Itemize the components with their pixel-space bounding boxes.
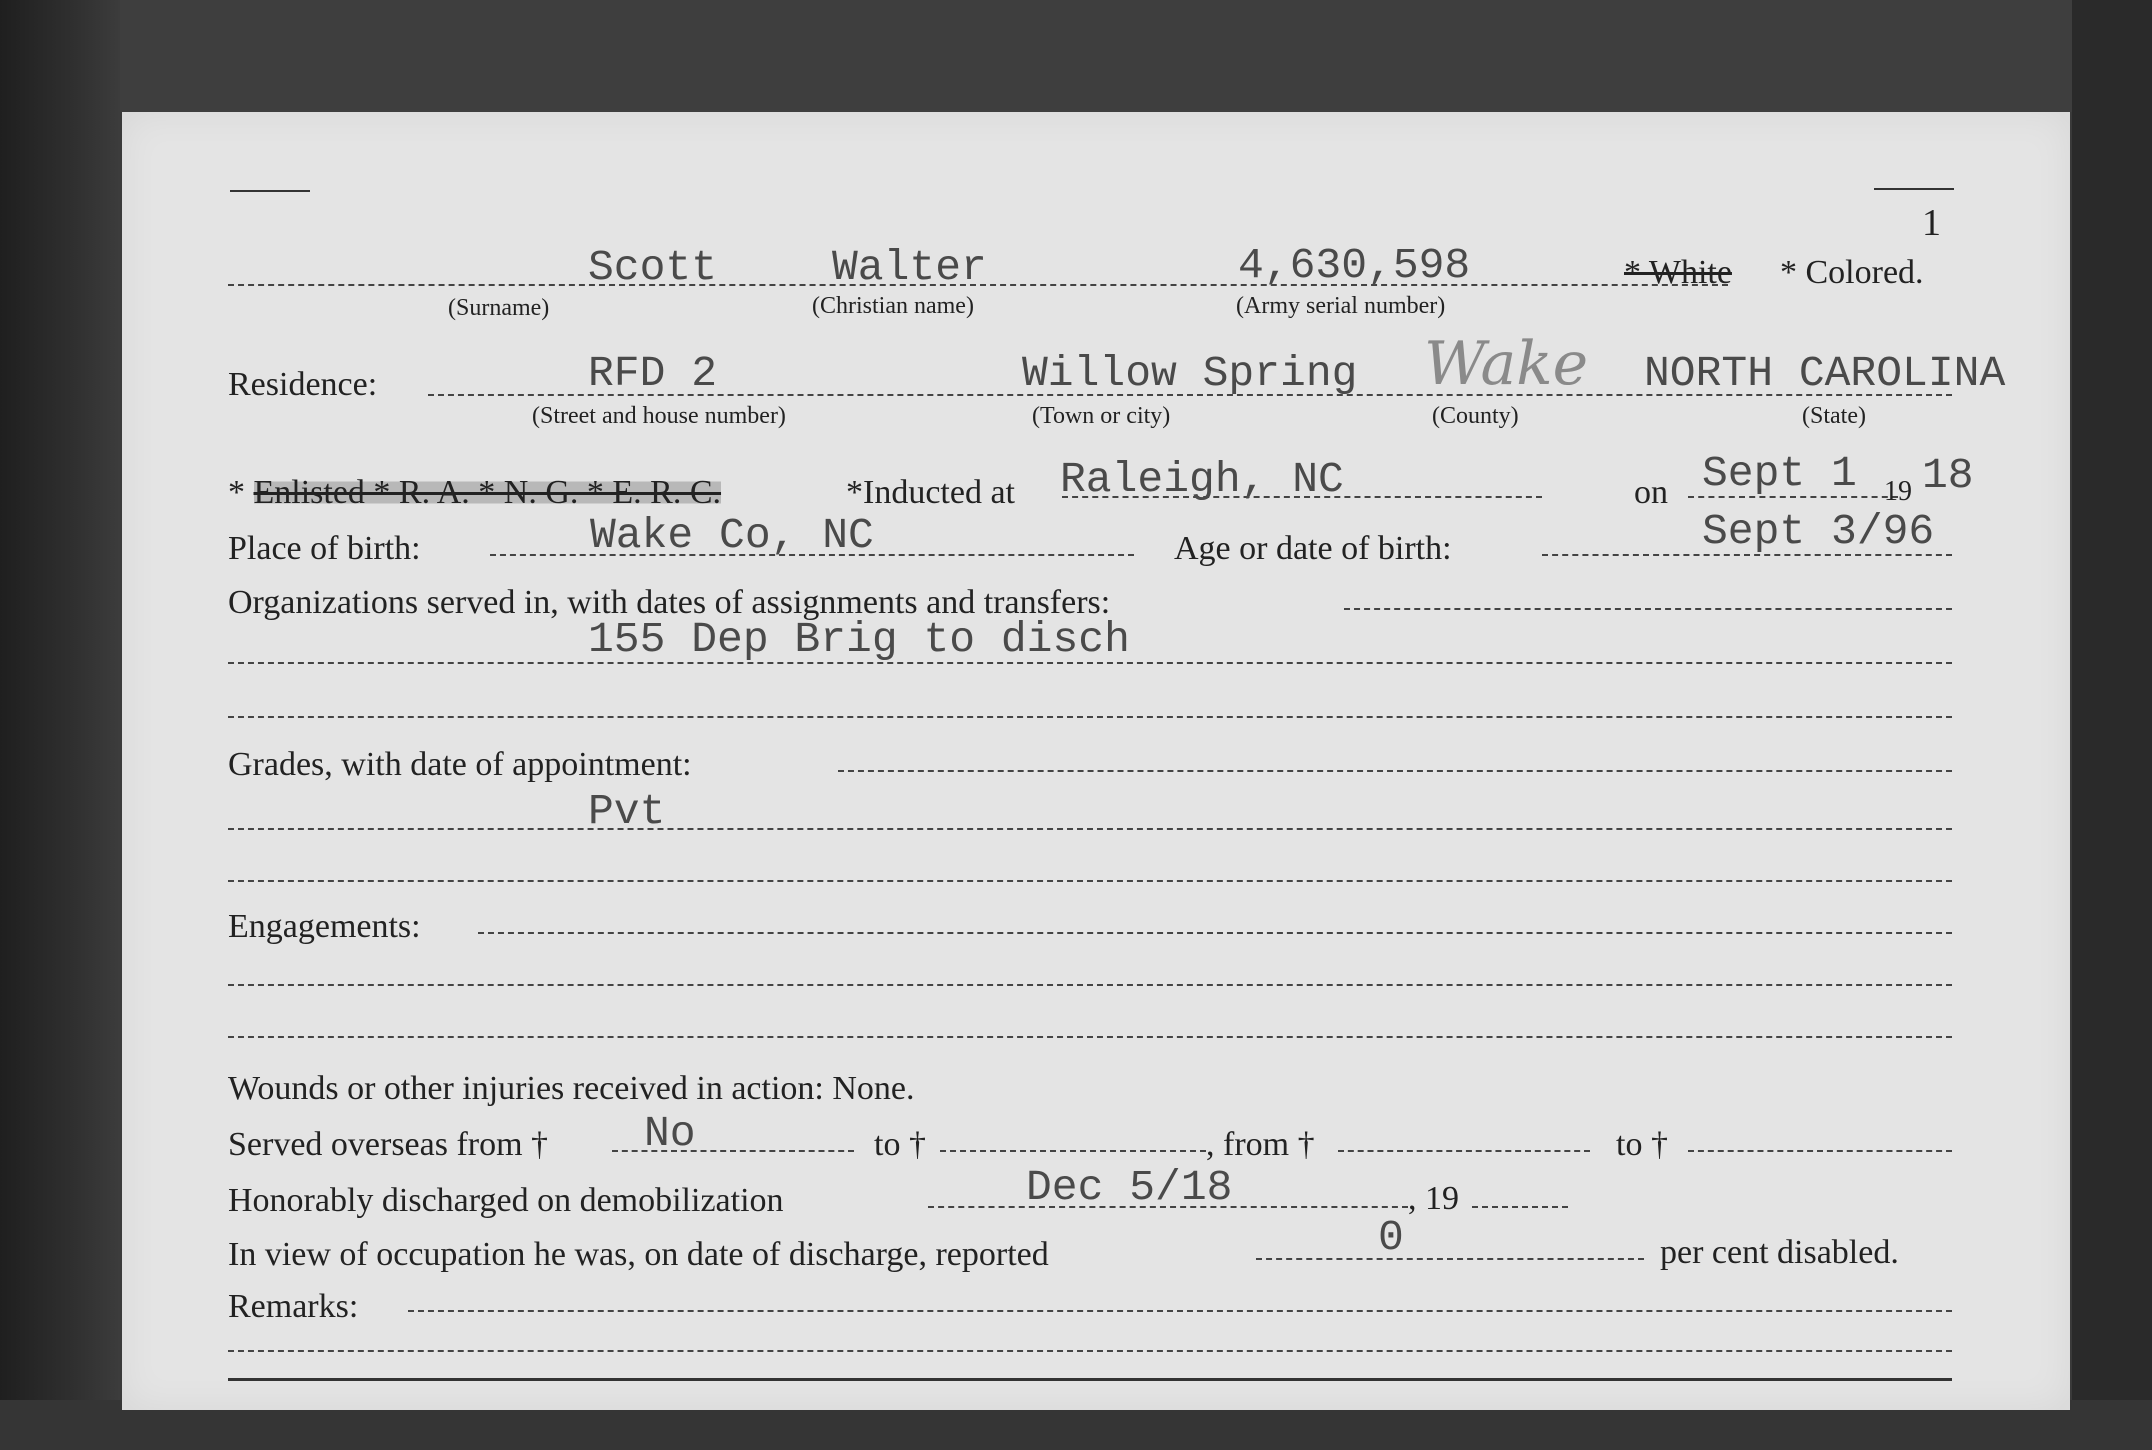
grades-label: Grades, with date of appointment: <box>228 746 692 783</box>
place-of-birth-value: Wake Co, NC <box>590 511 874 560</box>
disability-value: 0 <box>1378 1213 1404 1262</box>
caption-street: (Street and house number) <box>532 403 786 429</box>
induction-year-prefix: 19 <box>1884 476 1912 507</box>
caption-christian-name: (Christian name) <box>812 293 974 319</box>
discharge-label: Honorably discharged on demobilization <box>228 1182 784 1219</box>
background-top <box>0 0 2152 112</box>
top-right-rule <box>1874 188 1954 190</box>
disability-label: In view of occupation he was, on date of discharge, reported <box>228 1236 1049 1273</box>
residence-street-value: RFD 2 <box>588 349 718 398</box>
grades-line-3 <box>228 880 1952 882</box>
organizations-label: Organizations served in, with dates of assignments and transfers: <box>228 584 1111 621</box>
remarks-label: Remarks: <box>228 1288 359 1325</box>
grades-value: Pvt <box>588 787 666 836</box>
organizations-line-2 <box>228 662 1952 664</box>
overseas-from2-label: , from † <box>1206 1126 1315 1163</box>
overseas-to-label: to † <box>874 1126 926 1163</box>
colored-label: * Colored. <box>1780 254 1924 291</box>
residence-county-value: Wake <box>1424 329 1589 399</box>
date-of-birth-label: Age or date of birth: <box>1174 530 1452 567</box>
serial-number-value: 4,630,598 <box>1238 241 1471 290</box>
caption-surname: (Surname) <box>448 295 550 321</box>
residence-town-value: Willow Spring <box>1022 349 1358 398</box>
organizations-value: 155 Dep Brig to disch <box>588 615 1130 664</box>
wounds-value: None. <box>832 1070 915 1107</box>
remarks-line-3 <box>228 1378 1952 1381</box>
remarks-line-2 <box>228 1350 1952 1352</box>
disability-suffix: per cent disabled. <box>1660 1234 1899 1271</box>
overseas-to2-line <box>1688 1150 1952 1152</box>
engagements-line-2 <box>228 984 1952 986</box>
christian-name-value: Walter <box>832 243 987 292</box>
residence-state-value: NORTH CAROLINA <box>1644 349 2006 398</box>
engagements-label: Engagements: <box>228 908 421 945</box>
organizations-line-1 <box>1344 608 1952 610</box>
discharge-year-label: , 19 <box>1408 1180 1459 1217</box>
surname-value: Scott <box>588 243 718 292</box>
enlisted-label: * Enlisted * R. A. * N. G. * E. R. C. <box>228 474 722 511</box>
grades-line-1 <box>838 770 1952 772</box>
caption-town: (Town or city) <box>1032 403 1171 429</box>
place-of-birth-label: Place of birth: <box>228 530 421 567</box>
grades-line-2 <box>228 828 1952 830</box>
disability-line <box>1256 1258 1644 1260</box>
overseas-to2-label: to † <box>1616 1126 1668 1163</box>
inducted-place-value: Raleigh, NC <box>1060 455 1344 504</box>
service-record-card <box>122 112 2070 1410</box>
wounds-label: Wounds or other injuries received in action: None. <box>228 1070 915 1107</box>
engagements-line-1 <box>478 932 1952 934</box>
on-label: on <box>1634 474 1668 511</box>
discharge-year-line <box>1472 1206 1568 1208</box>
overseas-from-label: Served overseas from † <box>228 1126 549 1163</box>
top-left-rule <box>230 190 310 192</box>
white-label: * White <box>1624 254 1732 291</box>
remarks-line-1 <box>408 1310 1952 1312</box>
caption-county: (County) <box>1432 403 1519 429</box>
overseas-from2-line <box>1338 1150 1590 1152</box>
background-right <box>2072 0 2152 1450</box>
background-left <box>0 0 120 1450</box>
overseas-to-line <box>940 1150 1206 1152</box>
caption-serial-number: (Army serial number) <box>1236 293 1446 319</box>
inducted-label: *Inducted at <box>846 474 1015 511</box>
organizations-line-3 <box>228 716 1952 718</box>
overseas-value: No <box>644 1109 696 1158</box>
caption-state: (State) <box>1802 403 1866 429</box>
induction-year-value: 18 <box>1922 451 1974 500</box>
date-of-birth-value: Sept 3/96 <box>1702 507 1935 556</box>
engagements-line-3 <box>228 1036 1952 1038</box>
induction-date-value: Sept 1 <box>1702 449 1857 498</box>
page-number: 1 <box>1922 202 1941 244</box>
discharge-date-value: Dec 5/18 <box>1026 1163 1233 1212</box>
residence-label: Residence: <box>228 366 378 403</box>
